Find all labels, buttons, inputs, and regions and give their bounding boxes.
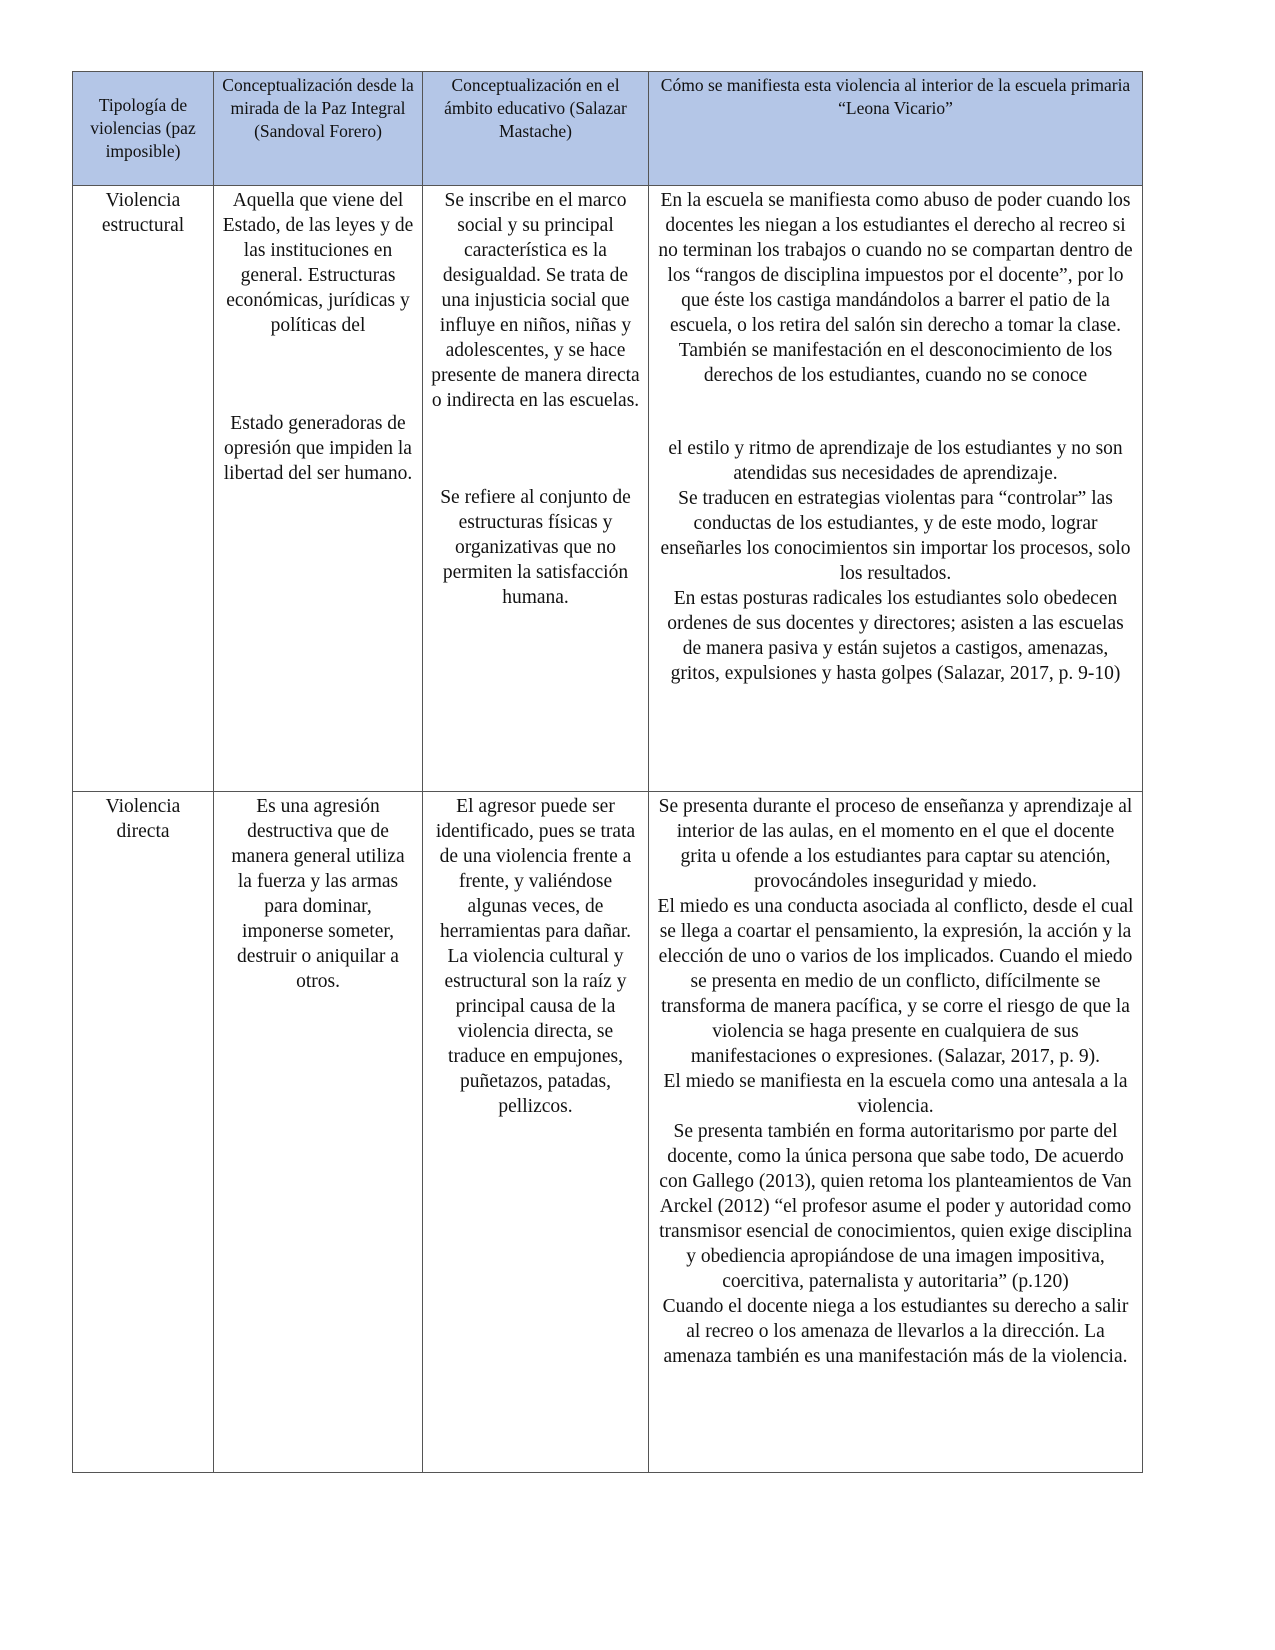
paragraph: Se presenta también en forma autoritarismo por parte del docente, como la única persona que sabe todo, De acuerdo con Gallego (2013), quien retoma los planteamientos de Van Arckel (2012) “el profesor asume el poder y autoridad como transmisor esencial de conocimientos, quien exige disciplina y obediencia apropiándose de una imagen impositiva, coercitiva, paternalista y autoritaria” (p.120) bbox=[659, 1121, 1132, 1292]
paragraph: Es una agresión destructiva que de manera general utiliza la fuerza y las armas para dominar, imponerse someter, destruir o aniquilar a otros. bbox=[231, 796, 405, 992]
paragraph: Aquella que viene del Estado, de las leyes y de las instituciones en general. Estructuras económicas, jurídicas y políticas del bbox=[222, 190, 414, 336]
table-row bbox=[73, 792, 1143, 1473]
paragraph: Estado generadoras de opresión que impiden la libertad del ser humano. bbox=[223, 413, 413, 484]
paragraph: El agresor puede ser identificado, pues se trata de una violencia frente a frente, y valiéndose algunas veces, de herramientas para dañar. La violencia cultural y estructural son la raíz y principal causa de la violencia directa, se traduce en empujones, puñetazos, patadas, pellizcos. bbox=[435, 796, 636, 1117]
cell-manifestacion bbox=[649, 792, 1143, 1473]
paragraph: Se refiere al conjunto de estructuras físicas y organizativas que no permiten la satisfacción humana. bbox=[440, 487, 631, 608]
cell-paz-integral bbox=[214, 792, 423, 1473]
paragraph: Cuando el docente niega a los estudiantes su derecho a salir al recreo o los amenaza de llevarlos a la dirección. La amenaza también es una manifestación más de la violencia. bbox=[662, 1296, 1129, 1367]
paragraph: Se inscribe en el marco social y su principal característica es la desigualdad. Se trata de una injusticia social que influye en niños, niñas y adolescentes, y se hace presente de manera directa o indirecta en las escuelas. bbox=[431, 190, 640, 411]
document-page bbox=[72, 71, 1142, 1473]
paragraph: Se presenta durante el proceso de enseñanza y aprendizaje al interior de las aulas, en el momento en el que el docente grita u ofende a los estudiantes para captar su atención, provocándoles inseguridad y miedo. bbox=[658, 796, 1133, 892]
cell-tipologia: Violencia estructural bbox=[73, 186, 214, 792]
header-tipologia: Tipología de violencias (paz imposible) bbox=[73, 72, 214, 186]
violence-typology-table bbox=[72, 71, 1143, 1473]
paragraph: el estilo y ritmo de aprendizaje de los estudiantes y no son atendidas sus necesidades de aprendizaje. bbox=[668, 438, 1123, 484]
header-paz-integral: Conceptualización desde la mirada de la Paz Integral (Sandoval Forero) bbox=[214, 72, 423, 186]
table-header-row bbox=[73, 72, 1143, 186]
paragraph: En estas posturas radicales los estudiantes solo obedecen ordenes de sus docentes y directores; asisten a las escuelas de manera pasiva y están sujetos a castigos, amenazas, gritos, expulsiones y hasta golpes (Salazar, 2017, p. 9-10) bbox=[667, 588, 1124, 684]
header-manifestacion: Cómo se manifiesta esta violencia al interior de la escuela primaria “Leona Vicario” bbox=[649, 72, 1143, 186]
cell-paz-integral bbox=[214, 186, 423, 792]
paragraph: Se traducen en estrategias violentas para “controlar” las conductas de los estudiantes, y de este modo, lograr bbox=[678, 488, 1113, 534]
cell-tipologia: Violencia directa bbox=[73, 792, 214, 1473]
cell-ambito-educativo bbox=[423, 792, 649, 1473]
table-row bbox=[73, 186, 1143, 792]
paragraph: También se manifestación en el desconocimiento de los derechos de los estudiantes, cuando no se conoce bbox=[678, 340, 1113, 386]
cell-ambito-educativo bbox=[423, 186, 649, 792]
paragraph: El miedo es una conducta asociada al conflicto, desde el cual se llega a coartar el pensamiento, la expresión, la acción y la elección de uno o varios de los implicados. Cuando el miedo se presenta en medio de un conflicto, difícilmente se transforma de manera pacífica, y se corre el riesgo de que la violencia se haga presente en cualquiera de sus manifestaciones o expresiones. (Salazar, 2017, p. 9). bbox=[657, 896, 1134, 1067]
paragraph: En la escuela se manifiesta como abuso de poder cuando los docentes les niegan a los estudiantes el derecho al recreo si no terminan los trabajos o cuando no se compartan dentro de los “rangos de disciplina impuestos por el docente”, por lo que éste los castiga mandándolos a barrer el patio de la escuela, o los retira del salón sin derecho a tomar la clase. bbox=[658, 190, 1133, 336]
paragraph: El miedo se manifiesta en la escuela como una antesala a la violencia. bbox=[663, 1071, 1128, 1117]
cell-manifestacion bbox=[649, 186, 1143, 792]
header-ambito-educativo: Conceptualización en el ámbito educativo (Salazar Mastache) bbox=[423, 72, 649, 186]
paragraph: enseñarles los conocimientos sin importar los procesos, solo los resultados. bbox=[660, 538, 1131, 584]
